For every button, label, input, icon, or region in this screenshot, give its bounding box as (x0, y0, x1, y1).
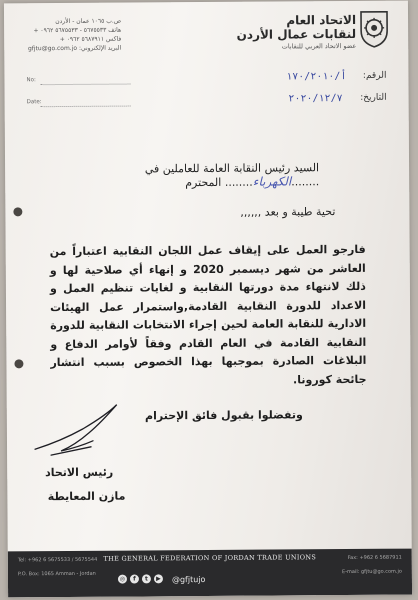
contact-line: فاكس ٥٦٨٧٩١١ ٠٩٦٢ + (59, 35, 122, 44)
contact-line: البريد الإلكتروني: gfjtu@go.com.jo (27, 44, 122, 53)
ar-date-value: ٢٠٢٠/١٢/٧ (288, 93, 343, 105)
youtube-icon[interactable]: ▶ (154, 574, 163, 583)
footer-tel: Tel: +962 6 5675533 / 5675544 (17, 556, 98, 564)
punch-hole (13, 207, 22, 216)
twitter-icon[interactable]: t (142, 574, 151, 583)
org-name-line2: لنقابات عمال الأردن (236, 26, 357, 42)
contact-block (26, 17, 121, 54)
instagram-icon[interactable]: ◎ (119, 575, 126, 583)
social-handle[interactable]: @gfjtujo (171, 575, 206, 585)
contact-line: ص.ب ١٠٦٥ عمان - الأردن (55, 17, 122, 26)
closing-line: وتفضلوا بقبول فائق الإحترام (144, 408, 303, 423)
org-header (236, 13, 356, 52)
greeting: تحية طيبة و بعد ,,,,,, (240, 205, 336, 219)
footer-fax: Fax: +962 6 5687911 (347, 554, 402, 562)
org-membership: عضو الاتحاد العربي للنقابات (281, 41, 357, 51)
contact-line: هاتف ٥٦٧٥٥٣٣ - ٥٦٧٥٥٣٣ ٠٩٦٢ + (33, 26, 122, 35)
org-name-line1: الاتحاد العام (286, 12, 357, 28)
no-label: No: (26, 77, 36, 84)
footer-email: E-mail: gfjtu@go.com.jo (342, 568, 402, 576)
addressee-prefix: السيد رئيس النقابة العامة للعاملين في (144, 161, 320, 176)
ar-date-label: التاريخ: (360, 92, 387, 103)
punch-hole (14, 359, 23, 368)
date-label: Date: (26, 99, 42, 106)
date-line (41, 106, 131, 108)
federation-logo (358, 9, 390, 49)
signer-name: مازن المعايطة (47, 489, 126, 504)
addressee-suffix: المحترم (185, 175, 222, 190)
footer-bar (8, 549, 412, 598)
letter-sheet (4, 1, 412, 598)
ar-no-value: أ/١٧٠/٢٠١٠ (286, 71, 347, 83)
footer-title: THE GENERAL FEDERATION OF JORDAN TRADE UNIONS (103, 553, 317, 563)
letter-paragraph: فارجو العمل على إيقاف عمل اللجان النقابية اعتباراً من العاشر من شهر ديسمبر 2020 و إنهاء أي صلاحية لها و ذلك لانتهاء مدة دورتها النقابية و لغايات تنظيم العمل و الاعداد للدورة النقابية القادمة,واستمرار عمل الهيئات الادارية للنقابة العامة لحين إجراء الانتخابات النقابية للدورة النقابية القادمة في العام القادم وفقاً لأوامر الدفاع و البلاغات الصادرة بموجبها بهذا الخصوص بسبب انتشار جائحة كورونا. (49, 242, 367, 386)
signer-title: رئيس الاتحاد (45, 465, 114, 480)
addressee-name: الكهرباء (252, 174, 292, 189)
addressee: السيد رئيس النقابة العامة للعاملين في ........الكهرباء........ المحترم (144, 161, 320, 190)
signature (31, 401, 131, 462)
ar-no-label: الرقم: (362, 70, 387, 81)
no-line (40, 84, 130, 86)
facebook-icon[interactable]: f (130, 574, 139, 583)
footer-pobox: P.O. Box: 1065 Amman - Jordan (17, 570, 96, 578)
